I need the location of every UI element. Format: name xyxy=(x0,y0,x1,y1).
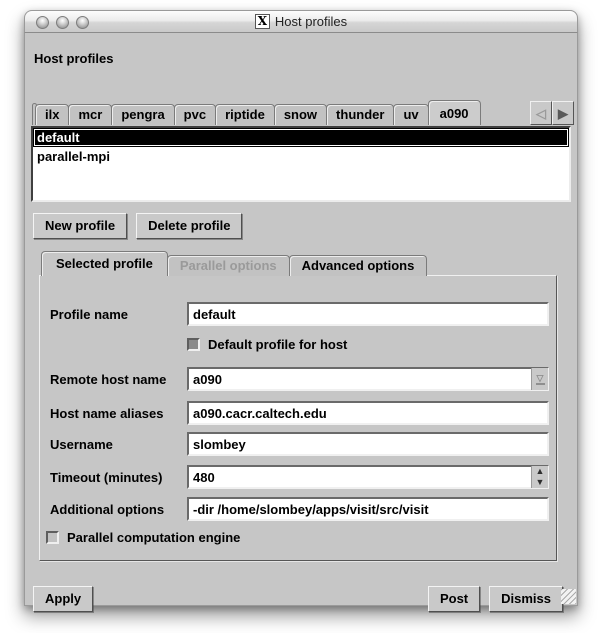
host-tab-pengra[interactable]: pengra xyxy=(111,104,174,125)
host-tab-bar xyxy=(32,98,529,125)
host-profiles-window xyxy=(24,10,578,606)
titlebar[interactable] xyxy=(24,10,578,33)
parallel-engine-row xyxy=(46,529,240,545)
parallel-engine-checkbox[interactable] xyxy=(46,531,59,544)
host-tab-ilx[interactable]: ilx xyxy=(35,104,69,125)
apply-button[interactable]: Apply xyxy=(33,586,93,612)
host-aliases-row xyxy=(50,401,549,425)
new-profile-button[interactable]: New profile xyxy=(33,213,127,239)
additional-options-label: Additional options xyxy=(50,501,165,517)
post-button[interactable]: Post xyxy=(428,586,480,612)
default-profile-label: Default profile for host xyxy=(208,336,348,352)
username-label: Username xyxy=(50,436,113,452)
footer-left xyxy=(33,586,93,612)
footer-right xyxy=(428,586,563,612)
profile-list xyxy=(31,126,571,202)
profile-name-input[interactable] xyxy=(189,304,547,324)
parallel-engine-label: Parallel computation engine xyxy=(67,529,241,545)
selected-profile-panel xyxy=(39,275,557,561)
combo-arrow-bar xyxy=(536,383,545,385)
profile-name-label: Profile name xyxy=(50,306,129,322)
resize-grip-icon[interactable] xyxy=(561,589,576,604)
tab-advanced-options[interactable]: Advanced options xyxy=(289,255,428,276)
delete-profile-button[interactable]: Delete profile xyxy=(136,213,242,239)
list-item-default[interactable]: default xyxy=(33,128,569,147)
host-profiles-label: Host profiles xyxy=(34,51,114,66)
tab-scroll-controls xyxy=(530,101,574,125)
scroll-right-icon[interactable]: ▶ xyxy=(552,101,574,125)
default-profile-checkbox[interactable] xyxy=(187,338,200,351)
username-input[interactable] xyxy=(189,434,547,454)
timeout-row xyxy=(50,465,549,489)
remote-host-input[interactable] xyxy=(189,369,529,389)
additional-options-input[interactable] xyxy=(189,499,547,519)
host-tab-snow[interactable]: snow xyxy=(274,104,327,125)
scroll-left-icon[interactable]: ◁ xyxy=(530,101,552,125)
additional-options-row xyxy=(50,497,549,521)
host-tab-pvc[interactable]: pvc xyxy=(174,104,216,125)
list-item-parallel-mpi[interactable]: parallel-mpi xyxy=(37,149,110,164)
host-tab-a090[interactable]: a090 xyxy=(428,100,481,125)
profile-name-row xyxy=(50,302,549,326)
default-profile-row xyxy=(187,336,347,352)
window-title-text: Host profiles xyxy=(274,14,348,29)
timeout-input[interactable] xyxy=(189,467,529,487)
x11-icon: X xyxy=(255,14,270,29)
window-content xyxy=(24,33,578,606)
timeout-label: Timeout (minutes) xyxy=(50,469,163,485)
combo-dropdown-icon[interactable] xyxy=(531,368,548,390)
remote-host-row xyxy=(50,367,549,391)
host-aliases-input[interactable] xyxy=(189,403,547,423)
combo-arrow-glyph: ▽ xyxy=(536,372,544,383)
username-row xyxy=(50,432,549,456)
host-tab-thunder[interactable]: thunder xyxy=(326,104,394,125)
spin-down-icon[interactable]: ▼ xyxy=(535,477,545,487)
tab-parallel-options: Parallel options xyxy=(167,255,290,276)
host-aliases-label: Host name aliases xyxy=(50,405,164,421)
remote-host-label: Remote host name xyxy=(50,371,167,387)
list-button-row xyxy=(33,213,242,239)
spin-up-icon[interactable]: ▲ xyxy=(535,466,545,476)
host-tab-riptide[interactable]: riptide xyxy=(215,104,275,125)
dismiss-button[interactable]: Dismiss xyxy=(489,586,563,612)
window-title xyxy=(25,14,577,29)
tab-selected-profile[interactable]: Selected profile xyxy=(41,251,168,276)
host-tab-mcr[interactable]: mcr xyxy=(68,104,112,125)
timeout-spinner xyxy=(531,466,548,488)
profile-tab-bar xyxy=(41,252,426,276)
host-tab-uv[interactable]: uv xyxy=(393,104,428,125)
